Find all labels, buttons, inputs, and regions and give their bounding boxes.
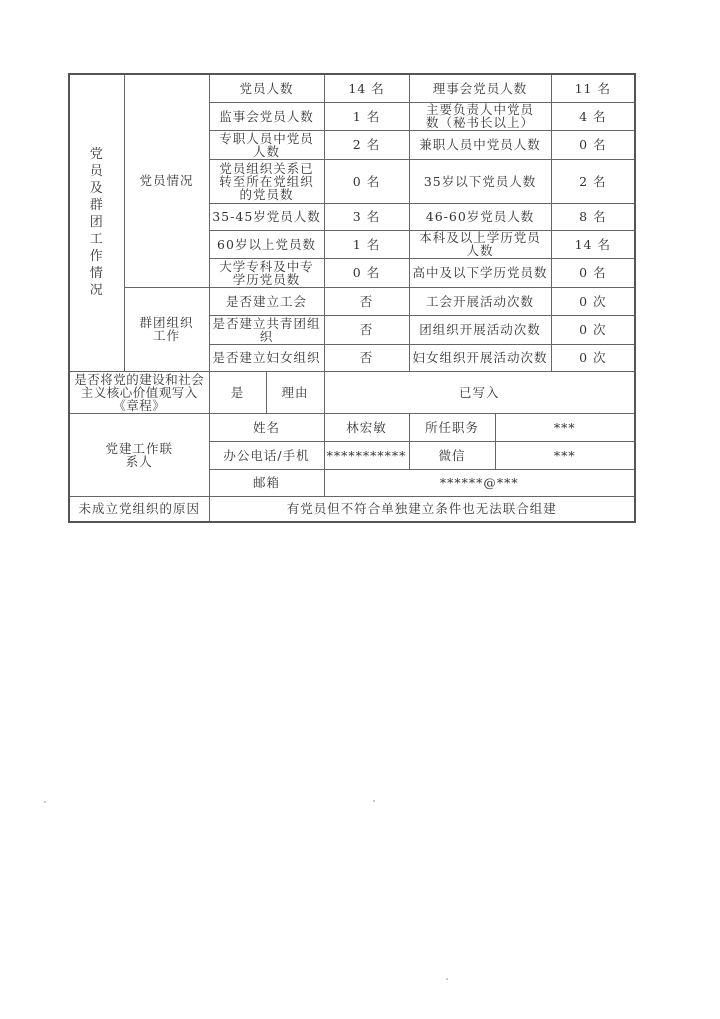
- field-value: 0 名: [324, 159, 409, 203]
- field-label: 理事会党员人数: [409, 74, 551, 102]
- field-value: 0 名: [551, 130, 635, 159]
- section-label: 党员及群团工作情况: [89, 147, 104, 299]
- field-label: 主要负责人中党员数（秘书长以上）: [409, 102, 551, 130]
- wechat-value: ***: [495, 441, 635, 469]
- field-label: 妇女组织开展活动次数: [409, 344, 551, 371]
- position-value: ***: [495, 413, 635, 441]
- wechat-label: 微信: [409, 441, 495, 469]
- field-label: 是否建立共青团组织: [209, 315, 324, 344]
- contact-label: 党建工作联系人: [69, 413, 209, 496]
- field-value: 14 名: [324, 74, 409, 102]
- table-row: [69, 496, 635, 522]
- field-label: 是否建立工会: [209, 287, 324, 315]
- position-label: 所任职务: [409, 413, 495, 441]
- field-label: 60岁以上党员数: [209, 230, 324, 258]
- mass-orgs-group-cell: [124, 287, 209, 371]
- field-label: 团组织开展活动次数: [409, 315, 551, 344]
- field-label: 大学专科及中专学历党员数: [209, 258, 324, 287]
- field-value: 14 名: [551, 230, 635, 258]
- field-label: 工会开展活动次数: [409, 287, 551, 315]
- field-value: 4 名: [551, 102, 635, 130]
- field-label: 专职人员中党员人数: [209, 130, 324, 159]
- field-label: 46-60岁党员人数: [409, 203, 551, 230]
- table-row: [69, 287, 635, 315]
- table-row: [69, 413, 635, 441]
- party-info-form-table: [68, 73, 636, 523]
- party-members-group-label: 党员情况: [139, 173, 194, 189]
- name-value: 林宏敏: [324, 413, 409, 441]
- field-value: 2 名: [551, 159, 635, 203]
- no-org-reason-value: 有党员但不符合单独建立条件也无法联合组建: [209, 496, 635, 522]
- field-label: 党员人数: [209, 74, 324, 102]
- field-label: 兼职人员中党员人数: [409, 130, 551, 159]
- field-label: 监事会党员人数: [209, 102, 324, 130]
- table-row: [69, 74, 635, 102]
- field-value: 否: [324, 344, 409, 371]
- field-value: 0 名: [551, 258, 635, 287]
- field-value: 否: [324, 287, 409, 315]
- field-value: 0 名: [324, 258, 409, 287]
- field-label: 本科及以上学历党员人数: [409, 230, 551, 258]
- phone-label: 办公电话/手机: [209, 441, 324, 469]
- field-label: 党员组织关系已转至所在党组织的党员数: [209, 159, 324, 203]
- field-value: 0 次: [551, 287, 635, 315]
- field-value: 2 名: [324, 130, 409, 159]
- email-value: ******@***: [324, 469, 635, 496]
- section-label-cell: [69, 74, 124, 371]
- charter-label: 是否将党的建设和社会主义核心价值观写入《章程》: [69, 371, 209, 413]
- field-label: 高中及以下学历党员数: [409, 258, 551, 287]
- table-row: [69, 371, 635, 413]
- field-label: 35岁以下党员人数: [409, 159, 551, 203]
- name-label: 姓名: [209, 413, 324, 441]
- reason-value: 已写入: [324, 371, 635, 413]
- field-value: 8 名: [551, 203, 635, 230]
- field-value: 11 名: [551, 74, 635, 102]
- reason-label: 理由: [266, 371, 324, 413]
- scan-speck: [373, 800, 375, 802]
- no-org-reason-label: 未成立党组织的原因: [69, 496, 209, 522]
- phone-value: ***********: [324, 441, 409, 469]
- field-value: 1 名: [324, 230, 409, 258]
- email-label: 邮箱: [209, 469, 324, 496]
- field-value: 否: [324, 315, 409, 344]
- scan-speck: [44, 801, 46, 803]
- field-value: 1 名: [324, 102, 409, 130]
- field-value: 3 名: [324, 203, 409, 230]
- field-label: 35-45岁党员人数: [209, 203, 324, 230]
- field-value: 0 次: [551, 344, 635, 371]
- field-value: 0 次: [551, 315, 635, 344]
- mass-orgs-group-label: 群团组织工作: [139, 315, 194, 343]
- charter-value: 是: [209, 371, 266, 413]
- party-members-group-cell: [124, 74, 209, 287]
- field-label: 是否建立妇女组织: [209, 344, 324, 371]
- scan-speck: [446, 978, 448, 980]
